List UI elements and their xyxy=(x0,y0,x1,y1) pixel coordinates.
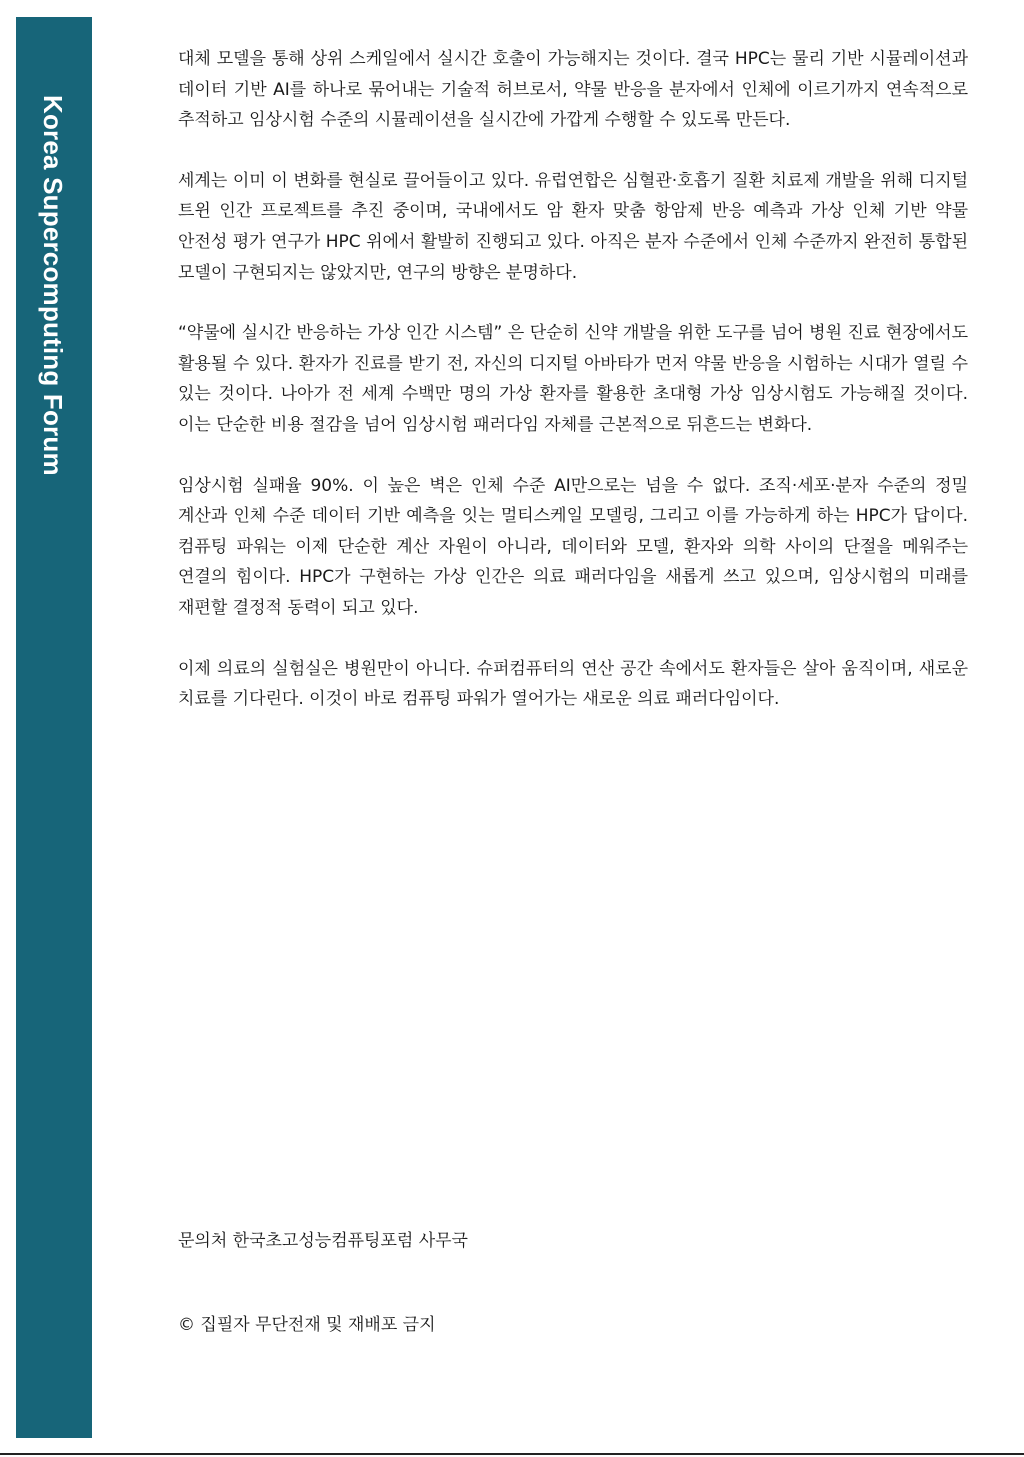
paragraph-3: “약물에 실시간 반응하는 가상 인간 시스템” 은 단순히 신약 개발을 위한 도구를 넘어 병원 진료 현장에서도 활용될 수 있다. 환자가 진료를 받기 전, 자신의 디지털 아바타가 먼저 약물 반응을 시험하는 시대가 열릴 수 있는 것이다. 나아가 전 세계 수백만 명의 가상 환자를 활용한 초대형 가상 임상시험도 가능해질 것이다. 이는 단순한 비용 절감을 넘어 임상시험 패러다임 자체를 근본적으로 뒤흔드는 변화다. xyxy=(178,323,968,435)
paragraph-4: 임상시험 실패율 90%. 이 높은 벽은 인체 수준 AI만으로는 넘을 수 없다. 조직·세포·분자 수준의 정밀 계산과 인체 수준 데이터 기반 예측을 잇는 멀티스케일 모델링, 그리고 이를 가능하게 하는 HPC가 답이다. 컴퓨팅 파워는 이제 단순한 계산 자원이 아니라, 데이터와 모델, 환자와 의학 사이의 단절을 메워주는 연결의 힘이다. HPC가 구현하는 가상 인간은 의료 패러다임을 새롭게 쓰고 있으며, 임상시험의 미래를 재편할 결정적 동력이 되고 있다. xyxy=(178,475,968,618)
paragraph-2: 세계는 이미 이 변화를 현실로 끌어들이고 있다. 유럽연합은 심혈관·호흡기 질환 치료제 개발을 위해 디지털 트윈 인간 프로젝트를 추진 중이며, 국내에서도 암 환자 맞춤 항암제 반응 예측과 가상 인체 기반 약물 안전성 평가 연구가 HPC 위에서 활발히 진행되고 있다. 아직은 분자 수준에서 인체 수준까지 완전히 통합된 모델이 구현되지는 않았지만, 연구의 방향은 분명하다. xyxy=(178,170,968,283)
page-bottom-rule xyxy=(0,1453,1024,1455)
contact-line: 문의처 한국초고성능컴퓨팅포럼 사무국 xyxy=(178,1231,468,1251)
article-body xyxy=(178,44,968,745)
copyright-line: © 집필자 무단전재 및 재배포 금지 xyxy=(178,1315,436,1335)
sidebar-band xyxy=(16,17,92,1438)
paragraph-1: 대체 모델을 통해 상위 스케일에서 실시간 호출이 가능해지는 것이다. 결국 HPC는 물리 기반 시뮬레이션과 데이터 기반 AI를 하나로 묶어내는 기술적 허브로서, 약물 반응을 분자에서 인체에 이르기까지 연속적으로 추적하고 임상시험 수준의 시뮬레이션을 실시간에 가깝게 수행할 수 있도록 만든다. xyxy=(178,49,968,131)
sidebar-title: Korea Supercomputing Forum xyxy=(38,95,68,476)
paragraph-5: 이제 의료의 실험실은 병원만이 아니다. 슈퍼컴퓨터의 연산 공간 속에서도 환자들은 살아 움직이며, 새로운 치료를 기다린다. 이것이 바로 컴퓨팅 파워가 열어가는 새로운 의료 패러다임이다. xyxy=(178,658,968,710)
